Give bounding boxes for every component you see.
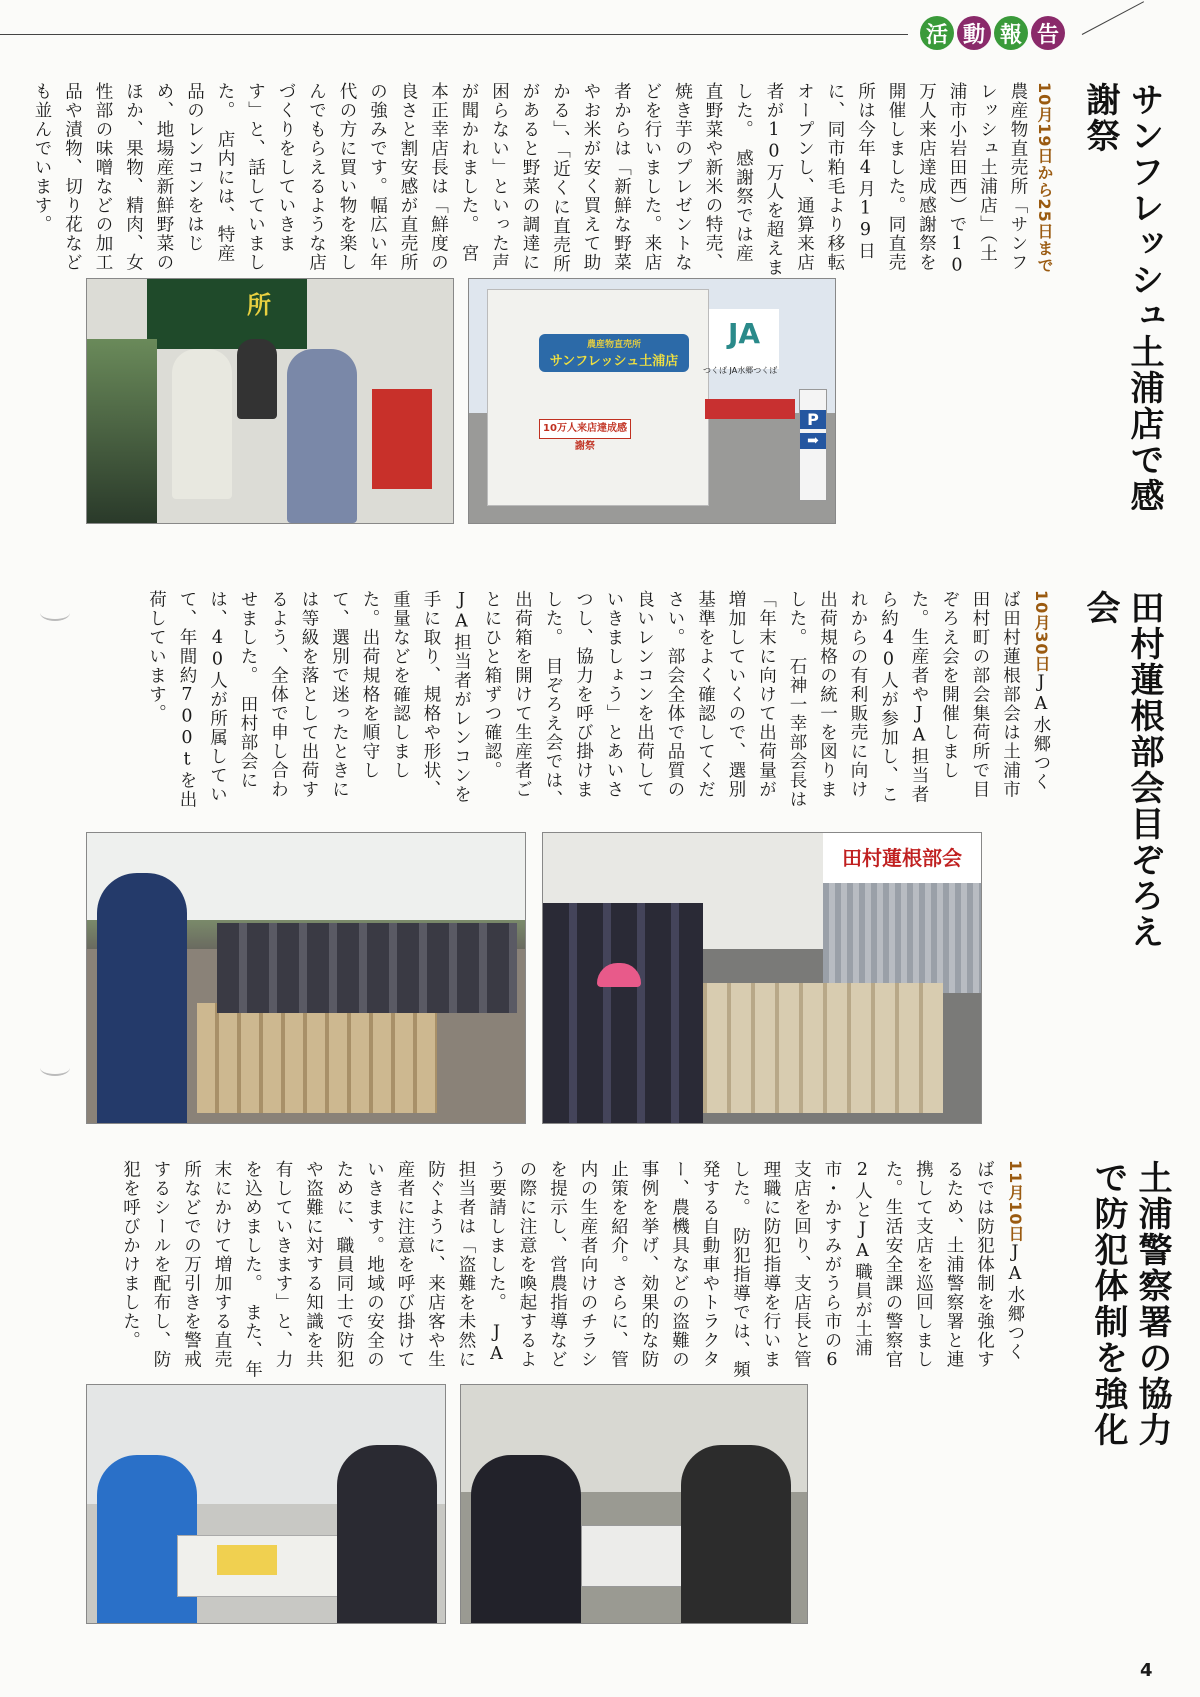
badge-3: 報 [994, 16, 1028, 50]
badge-4: 告 [1031, 16, 1065, 50]
article2-text [146, 590, 1056, 810]
article1-body: 農産物直売所「サンフレッシュ土浦店」（土浦市小岩田西）で10万人来店達成感謝祭を開催しました。同直売所は今年4月19日に、同市粕毛より移転オープンし、通算来店者が10万人を超えました。 感謝祭では産直野菜や新米の特売、焼き芋のプレゼントなどを行いました。来店者からは「新鮮な野菜やお米が安く買えて助かる」、「近くに直売所があると野菜の調達に困らない」といった声が聞かれました。 宮本正幸店長は「鮮度の良さと割安感が直売所の強みです。幅広い年代の方に買い物を楽しんでもらえるような店づくりをしていきます」と、話していました。 店内には、特産品のレンコンをはじめ、地場産新鮮野菜のほか、果物、精肉、女性部の味噌などの加工品や漬物、切り花なども並んでいます。 [32, 82, 1028, 277]
badge-2: 動 [957, 16, 991, 50]
badge-1: 活 [920, 16, 954, 50]
article2-date: 10月30日 [1032, 590, 1051, 673]
parking-sign: P ➡ [799, 389, 827, 501]
crowd [217, 923, 517, 1013]
page-number: 4 [1140, 1660, 1153, 1681]
punch-hole [40, 605, 70, 621]
staff-person [237, 339, 277, 419]
lotus-root-boxes [683, 983, 943, 1113]
photo-meeting-1 [86, 1384, 446, 1624]
header-rule-tail [1082, 1, 1144, 35]
branch-manager [681, 1445, 791, 1623]
section-badges [920, 16, 1065, 50]
photo-store-interior [86, 278, 454, 524]
photo-inspection-warehouse [542, 832, 982, 1124]
punch-hole [40, 1060, 70, 1076]
meeting-table [581, 1525, 693, 1587]
police-officer [337, 1445, 437, 1623]
police-officer [471, 1455, 581, 1623]
anniversary-banner: 10万人来店達成感謝祭 [539, 419, 631, 439]
lotus-root-boxes [197, 1003, 437, 1113]
flyer [217, 1545, 277, 1575]
store-signboard: 農産物直売所 サンフレッシュ土浦店 [539, 334, 689, 372]
photo-store-exterior: 農産物直売所 サンフレッシュ土浦店 10万人来店達成感謝祭 JA つくば JA水郷つくば P ➡ [468, 278, 836, 524]
photo-meeting-2 [460, 1384, 808, 1624]
arrow-right-icon: ➡ [800, 433, 826, 449]
store-sign-text: 所 [247, 291, 271, 319]
speaker-person [97, 873, 187, 1123]
article2-body: JA水郷つくば田村蓮根部会は土浦市田村町の部会集荷所で目ぞろえ会を開催しました。生産者やJA担当者ら約40人が参加し、これからの有利販売に向け出荷規格の統一を図りました。 石神一幸部会長は「年末に向けて出荷量が増加していくので、選別基準をよく確認してください。部会全体で品質の良いレンコンを出荷していきましょう」とあいさつし、協力を呼び掛けました。 目ぞろえ会では、出荷箱を開けて生産者ごとにひと箱ずつ確認。JA担当者がレンコンを手に取り、規格や形状、重量などを確認しました。出荷規格を順守して、選別で迷ったときには等級を落として出荷するよう、全体で申し合わせました。 田村部会には、40人が所属していて、年間約700tを出荷しています。 [146, 590, 1051, 810]
article3-text [120, 1160, 1030, 1380]
photo-inspection-crowd [86, 832, 526, 1124]
staff-person [172, 349, 232, 499]
article1-headline: サンフレッシュ土浦店で感謝祭 [1080, 82, 1164, 514]
header-rule [0, 34, 908, 35]
article3-body: JA水郷つくばでは防犯体制を強化するため、土浦警察署と連携して支店を巡回しました。生活安全課の警察官2人とJA職員が土浦市・かすみがうら市の6支店を回り、支店長と管理職に防犯指導を行いました。 防犯指導では、頻発する自動車やトラクター、農機具などの盗難の事例を挙げ、効果的な防止策を紹介。さらに、管内の生産者向けのチラシを提示し、営農指導などの際に注意を喚起するよう要請しました。 JA担当者は「盗難を未然に防ぐように、来店客や生産者に注意を呼び掛けていきます。地域の安全のために、職員同士で防犯や盗難に対する知識を共有していきます」と、力を込めました。 また、年末にかけて増加する直売所などでの万引きを警戒するシールを配布し、防犯を呼びかけました。 [120, 1160, 1025, 1380]
ja-logo: JA [709, 309, 779, 369]
article3-date: 11月10日 [1006, 1160, 1025, 1243]
customer-person [287, 349, 357, 523]
crowd [543, 903, 703, 1123]
article2-headline: 田村蓮根部会目ぞろえ会 [1080, 590, 1164, 950]
warehouse-sign: 田村蓮根部会 [823, 833, 981, 883]
article1-date: 10月19日から25日まで [1035, 82, 1054, 274]
article3-headline: 土浦警察署の協力で防犯体制を強化 [1088, 1160, 1172, 1448]
